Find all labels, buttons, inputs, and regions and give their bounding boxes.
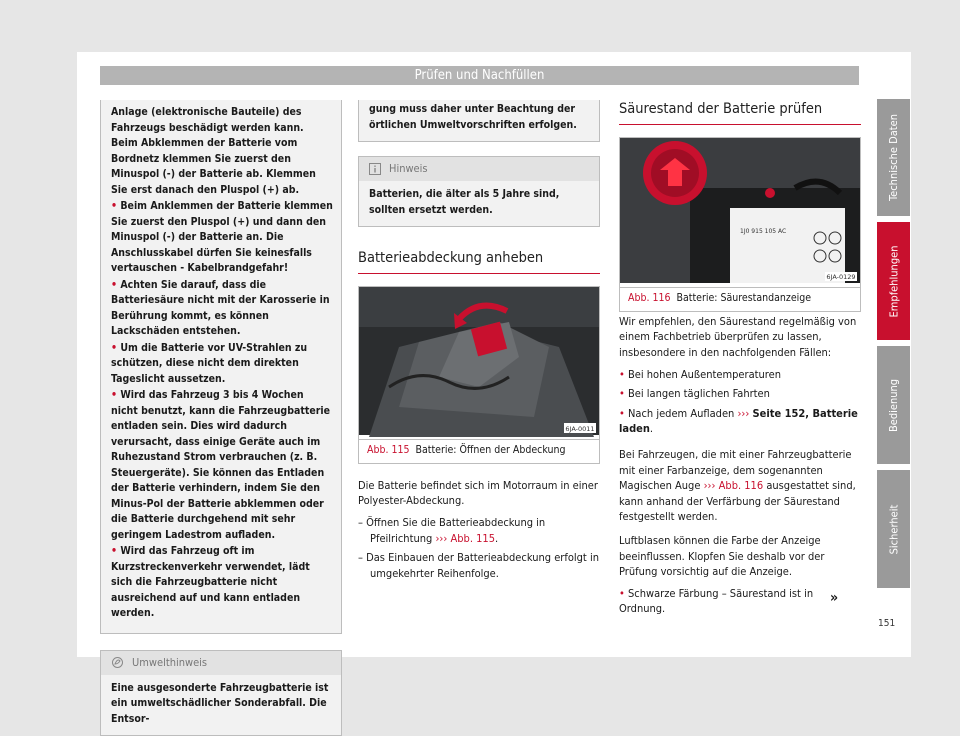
warning-bullet: • Wird das Fahrzeug 3 bis 4 Wochen nicht benutzt, kann die Fahrzeugbatterie entladen sein. Dies wird dadurch verursacht, dass einige Geräte auch im Ruhezustand Strom verbrauchen (z. B. Steuergeräte). Sie können das Entladen der Batterie verhindern, indem Sie den Minus-Pol der Batterie abklemmen oder die Batterie durchgehend mit sehr geringem Ladestrom aufladen. (111, 388, 333, 543)
figure-link[interactable]: Abb. 116 (719, 479, 764, 492)
battery-cover-photo (359, 287, 599, 435)
figure-caption-text: Batterie: Säurestandanzeige (676, 292, 811, 304)
intro-text: Die Batterie befindet sich im Motorraum in einer Polyester-Abdeckung. (358, 478, 600, 509)
environment-box-continued: gung muss daher unter Beachtung der örtlichen Umweltvorschriften erfolgen. (358, 100, 600, 142)
bullet-icon: • (111, 200, 117, 212)
continue-arrows-icon: » (830, 590, 838, 606)
figure-number: Abb. 116 (628, 292, 670, 304)
column-1 (100, 100, 342, 736)
tab-bedienung[interactable]: Bedienung (877, 346, 910, 464)
column-2 (358, 100, 600, 581)
bullet-icon: • (111, 279, 117, 291)
environment-box-text: Eine ausgesonderte Fahrzeugbatterie ist ein umweltschädlicher Sonderabfall. Die Entsor- (101, 675, 341, 736)
figure-caption (359, 439, 599, 463)
warning-bullet: • Beim Anklemmen der Batterie klemmen Sie zuerst den Pluspol (+) und dann den Minuspol (-) der Batterie an. Die Anschlusskabel dürfen Sie keinesfalls vertauschen - Kabelbrandgefahr! (111, 199, 333, 277)
tab-technische-daten[interactable]: Technische Daten (877, 99, 910, 216)
hint-box-text: Batterien, die älter als 5 Jahre sind, sollten ersetzt werden. (359, 181, 599, 226)
bullet-icon: • (111, 342, 117, 354)
environment-box-title: Umwelthinweis (132, 651, 207, 675)
page-link[interactable]: Seite 152, Batterie laden (619, 407, 858, 436)
figure-code: 6JA-0129 (826, 273, 855, 281)
recommendation-text: Wir empfehlen, den Säurestand regelmäßig von einem Fachbetrieb überprüfen zu lassen, insbesondere in den nachfolgenden Fällen: (619, 314, 861, 361)
magic-eye-text: Bei Fahrzeugen, die mit einer Fahrzeugbatterie mit einer Farbanzeige, dem sogenannten Magischen Auge ››› Abb. 116 ausgestattet sind, kann anhand der Verfärbung der Säurestand festgestellt werden. (619, 447, 861, 525)
battery-acid-indicator-photo (620, 138, 860, 283)
warning-paragraph: Anlage (elektronische Bauteile) des Fahrzeugs beschädigt werden kann. Beim Abklemmen der Batterie vom Bordnetz klemmen Sie zuerst den Minuspol (-) der Batterie ab. Klemmen Sie erst danach den Pluspol (+) ab. (111, 105, 333, 198)
figure-code: 6JA-0011 (565, 425, 594, 433)
warning-bullet: • Um die Batterie vor UV-Strahlen zu schützen, diese nicht dem direkten Tageslicht aussetzen. (111, 341, 333, 388)
environment-box-header (101, 651, 341, 675)
air-bubbles-text: Luftblasen können die Farbe der Anzeige beeinflussen. Klopfen Sie deshalb vor der Prüfung vorsichtig auf die Anzeige. (619, 533, 861, 580)
figure-number: Abb. 115 (367, 444, 409, 456)
figure-caption-text: Batterie: Öffnen der Abdeckung (415, 444, 565, 456)
list-item: • Schwarze Färbung – Säurestand ist in Ordnung. (619, 586, 861, 617)
step-2: – Das Einbauen der Batterieabdeckung erfolgt in umgekehrter Reihenfolge. (358, 550, 600, 581)
bullet-icon: • (111, 545, 117, 557)
warning-bullet: • Wird das Fahrzeug oft im Kurzstreckenverkehr verwendet, lädt sich die Fahrzeugbatterie nicht ausreichend auf und kann entladen werden. (111, 544, 333, 622)
hint-box-title: Hinweis (389, 157, 428, 181)
tab-sicherheit[interactable]: Sicherheit (877, 470, 910, 588)
tab-empfehlungen[interactable]: Empfehlungen (877, 222, 910, 340)
figure-acid-level (619, 137, 861, 312)
warning-bullet: • Achten Sie darauf, dass die Batteriesäure nicht mit der Karosserie in Berührung kommt, es können Lackschäden entstehen. (111, 278, 333, 340)
list-item: • Nach jedem Aufladen ››› Seite 152, Batterie laden. (619, 406, 861, 437)
figure-caption (620, 287, 860, 311)
section-title-acid-level: Säurestand der Batterie prüfen (619, 102, 861, 125)
info-icon (369, 163, 381, 175)
section-title-battery-cover: Batterieabdeckung anheben (358, 251, 600, 274)
step-1: – Öffnen Sie die Batterieabdeckung in Pfeilrichtung ››› Abb. 115. (358, 515, 600, 546)
leaf-icon (111, 656, 124, 669)
warning-box (100, 100, 342, 634)
list-item: • Bei langen täglichen Fahrten (619, 386, 861, 402)
page-number: 151 (878, 618, 895, 629)
hint-box (358, 156, 600, 227)
figure-battery-cover (358, 286, 600, 464)
environment-box (100, 650, 342, 736)
figure-link[interactable]: Abb. 115 (450, 532, 495, 545)
battery-part-number: 1J0 915 105 AC (740, 228, 786, 235)
page-header: Prüfen und Nachfüllen (100, 66, 859, 85)
column-3 (619, 100, 861, 617)
list-item: • Bei hohen Außentemperaturen (619, 367, 861, 383)
hint-box-header (359, 157, 599, 181)
bullet-icon: • (111, 389, 117, 401)
